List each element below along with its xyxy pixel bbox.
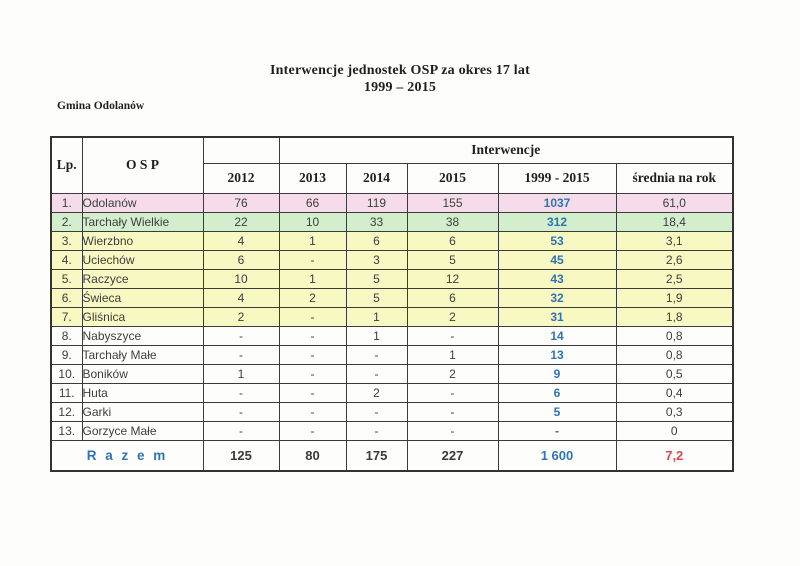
cell-total: -	[498, 421, 616, 440]
table-body	[51, 193, 733, 440]
cell-2012: 76	[203, 193, 279, 212]
cell-osp-name: Wierzbno	[82, 231, 203, 250]
table-header	[51, 137, 733, 193]
header-empty-cell	[203, 137, 279, 163]
cell-2012: 1	[203, 364, 279, 383]
table-row	[51, 307, 733, 326]
cell-lp: 10.	[51, 364, 82, 383]
cell-2013: -	[279, 402, 346, 421]
cell-2015: 2	[407, 307, 498, 326]
cell-avg: 0	[616, 421, 733, 440]
cell-2015: -	[407, 326, 498, 345]
cell-lp: 5.	[51, 269, 82, 288]
header-row-group	[51, 137, 733, 163]
razem-total: 1 600	[498, 440, 616, 471]
cell-lp: 11.	[51, 383, 82, 402]
title-line-2: 1999 – 2015	[363, 80, 437, 95]
cell-total: 31	[498, 307, 616, 326]
cell-avg: 2,6	[616, 250, 733, 269]
cell-2013: -	[279, 345, 346, 364]
cell-avg: 18,4	[616, 212, 733, 231]
cell-2012: 6	[203, 250, 279, 269]
cell-2013: 1	[279, 269, 346, 288]
table-row	[51, 364, 733, 383]
cell-osp-name: Huta	[82, 383, 203, 402]
cell-lp: 3.	[51, 231, 82, 250]
cell-total: 1037	[498, 193, 616, 212]
cell-lp: 9.	[51, 345, 82, 364]
cell-2015: 12	[407, 269, 498, 288]
cell-2014: -	[346, 421, 407, 440]
cell-2015: 2	[407, 364, 498, 383]
cell-2013: -	[279, 250, 346, 269]
razem-2012: 125	[203, 440, 279, 471]
table-row	[51, 231, 733, 250]
cell-avg: 0,4	[616, 383, 733, 402]
document-title	[0, 62, 800, 96]
cell-2014: -	[346, 402, 407, 421]
cell-osp-name: Gliśnica	[82, 307, 203, 326]
cell-2012: 4	[203, 288, 279, 307]
cell-2014: 119	[346, 193, 407, 212]
cell-osp-name: Tarchały Małe	[82, 345, 203, 364]
table-row	[51, 421, 733, 440]
cell-2012: -	[203, 421, 279, 440]
table-row	[51, 193, 733, 212]
table-row	[51, 212, 733, 231]
cell-total: 43	[498, 269, 616, 288]
table-row	[51, 326, 733, 345]
cell-total: 5	[498, 402, 616, 421]
cell-2013: -	[279, 383, 346, 402]
razem-row	[51, 440, 733, 471]
razem-avg: 7,2	[616, 440, 733, 471]
cell-avg: 0,5	[616, 364, 733, 383]
table-row	[51, 383, 733, 402]
cell-osp-name: Uciechów	[82, 250, 203, 269]
cell-lp: 12.	[51, 402, 82, 421]
cell-total: 13	[498, 345, 616, 364]
cell-2014: -	[346, 345, 407, 364]
cell-avg: 1,9	[616, 288, 733, 307]
cell-avg: 2,5	[616, 269, 733, 288]
interventions-table	[50, 136, 734, 472]
cell-avg: 0,8	[616, 345, 733, 364]
cell-2013: 66	[279, 193, 346, 212]
cell-2013: -	[279, 421, 346, 440]
cell-osp-name: Raczyce	[82, 269, 203, 288]
cell-2013: 2	[279, 288, 346, 307]
razem-2013: 80	[279, 440, 346, 471]
cell-2012: 22	[203, 212, 279, 231]
cell-lp: 1.	[51, 193, 82, 212]
header-2012: 2012	[203, 163, 279, 193]
cell-avg: 61,0	[616, 193, 733, 212]
header-lp: Lp.	[51, 137, 82, 193]
cell-2012: 2	[203, 307, 279, 326]
cell-2012: 10	[203, 269, 279, 288]
cell-2014: 1	[346, 307, 407, 326]
cell-total: 14	[498, 326, 616, 345]
cell-2014: 6	[346, 231, 407, 250]
razem-label: R a z e m	[51, 440, 203, 471]
cell-lp: 13.	[51, 421, 82, 440]
cell-lp: 2.	[51, 212, 82, 231]
cell-2015: 6	[407, 231, 498, 250]
cell-2014: 5	[346, 269, 407, 288]
cell-2012: -	[203, 383, 279, 402]
header-interwencje: Interwencje	[279, 137, 733, 163]
cell-2012: 4	[203, 231, 279, 250]
table-row	[51, 250, 733, 269]
cell-2012: -	[203, 402, 279, 421]
cell-total: 9	[498, 364, 616, 383]
cell-total: 32	[498, 288, 616, 307]
cell-2015: -	[407, 383, 498, 402]
table-row	[51, 269, 733, 288]
cell-avg: 3,1	[616, 231, 733, 250]
cell-osp-name: Tarchały Wielkie	[82, 212, 203, 231]
cell-2015: 6	[407, 288, 498, 307]
cell-osp-name: Garki	[82, 402, 203, 421]
cell-total: 312	[498, 212, 616, 231]
gmina-label: Gmina Odolanów	[57, 100, 145, 112]
cell-total: 45	[498, 250, 616, 269]
cell-2015: 155	[407, 193, 498, 212]
cell-avg: 1,8	[616, 307, 733, 326]
cell-2014: 5	[346, 288, 407, 307]
cell-avg: 0,3	[616, 402, 733, 421]
header-1999-2015: 1999 - 2015	[498, 163, 616, 193]
cell-2014: -	[346, 364, 407, 383]
cell-lp: 8.	[51, 326, 82, 345]
cell-2015: 1	[407, 345, 498, 364]
cell-2014: 1	[346, 326, 407, 345]
cell-2014: 2	[346, 383, 407, 402]
cell-lp: 6.	[51, 288, 82, 307]
cell-lp: 7.	[51, 307, 82, 326]
cell-avg: 0,8	[616, 326, 733, 345]
title-line-1: Interwencje jednostek OSP za okres 17 lat	[270, 63, 530, 78]
cell-osp-name: Odolanów	[82, 193, 203, 212]
cell-total: 6	[498, 383, 616, 402]
cell-total: 53	[498, 231, 616, 250]
cell-2015: 5	[407, 250, 498, 269]
cell-2013: 1	[279, 231, 346, 250]
table-row	[51, 288, 733, 307]
razem-2014: 175	[346, 440, 407, 471]
cell-2013: -	[279, 307, 346, 326]
table-row	[51, 402, 733, 421]
cell-2015: 38	[407, 212, 498, 231]
cell-2013: -	[279, 326, 346, 345]
header-osp: O S P	[82, 137, 203, 193]
table-row	[51, 345, 733, 364]
table-footer	[51, 440, 733, 471]
cell-2015: -	[407, 402, 498, 421]
header-srednia: średnia na rok	[616, 163, 733, 193]
cell-lp: 4.	[51, 250, 82, 269]
razem-2015: 227	[407, 440, 498, 471]
cell-2014: 3	[346, 250, 407, 269]
cell-2014: 33	[346, 212, 407, 231]
cell-2012: -	[203, 326, 279, 345]
cell-osp-name: Boników	[82, 364, 203, 383]
header-2015: 2015	[407, 163, 498, 193]
cell-2013: -	[279, 364, 346, 383]
header-2013: 2013	[279, 163, 346, 193]
cell-2015: -	[407, 421, 498, 440]
cell-osp-name: Świeca	[82, 288, 203, 307]
cell-2013: 10	[279, 212, 346, 231]
header-2014: 2014	[346, 163, 407, 193]
cell-osp-name: Gorzyce Małe	[82, 421, 203, 440]
cell-osp-name: Nabyszyce	[82, 326, 203, 345]
cell-2012: -	[203, 345, 279, 364]
